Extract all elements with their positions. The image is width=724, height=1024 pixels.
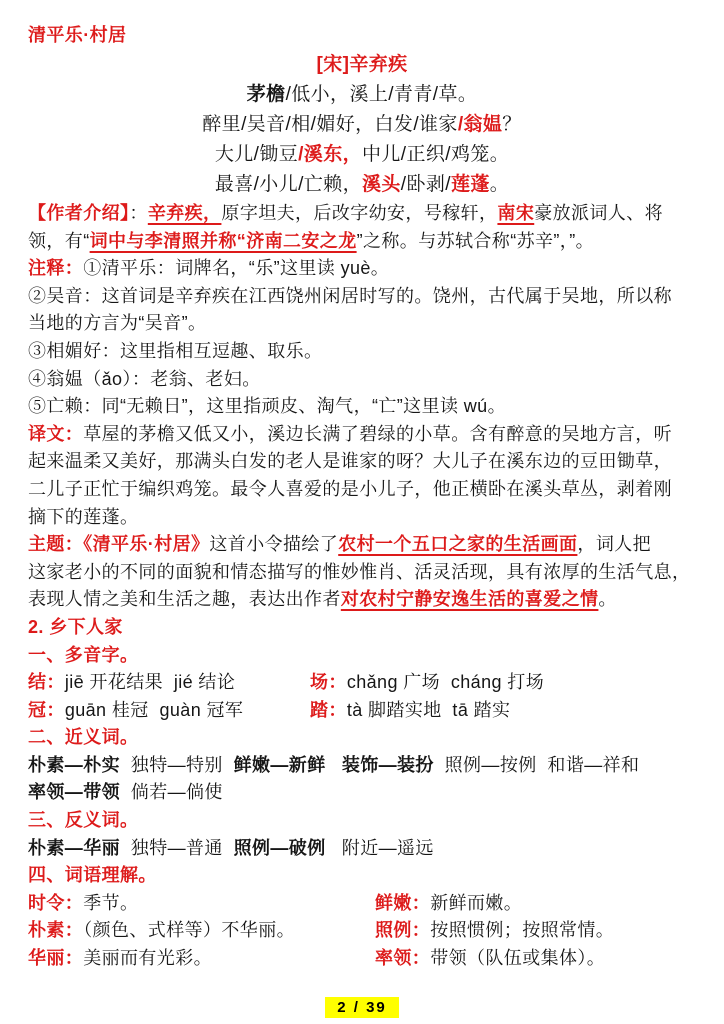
text-segment: 二儿子正忙于编织鸡笼。最令人喜爱的是小儿子，他正横卧在溪头草丛，剥着刚: [28, 478, 672, 499]
text-segment: 草屋的茅檐又低又小，溪边长满了碧绿的小草。含有醉意的吴地方言，听: [83, 423, 672, 444]
text-segment: 踏：: [310, 699, 347, 720]
text-segment: 《清平乐·村居》: [83, 534, 210, 555]
text-segment: 朴素—朴实: [28, 754, 120, 775]
text-segment: 最喜/小儿/亡赖，: [214, 174, 362, 195]
synonyms-line-2: [28, 779, 696, 807]
text-segment: 冠：: [28, 699, 65, 720]
text-segment: ？: [502, 114, 522, 135]
theme-line-3: [28, 586, 696, 614]
section-heading-words: [28, 862, 696, 890]
text-segment: ”之称。与苏轼合称“苏辛”，”。: [356, 230, 594, 251]
text-segment: 鲜嫩—新鲜: [233, 754, 326, 775]
text-segment: 莲蓬: [450, 174, 490, 195]
text-segment: 二、近义词。: [28, 727, 139, 748]
section-heading-duoyinzi: [28, 642, 696, 670]
text-segment: 这首小令描绘了: [209, 534, 339, 555]
text-segment: 起来温柔又美好，那满头白发的老人是谁家的呀？大儿子在溪东边的豆田锄草，: [28, 451, 672, 472]
text-segment: （颜色、式样等）不华丽。: [83, 920, 296, 941]
definition-row-2: [28, 917, 696, 945]
text-segment: ④翁媪（ǎo）：老翁、老妇。: [28, 368, 261, 389]
text-segment: tà 脚踏实地 tā 踏实: [346, 699, 511, 720]
text-segment: 朴素—华丽: [28, 837, 120, 858]
text-segment: 原字坦夫，后改字幼安，号稼轩，: [221, 203, 498, 223]
antonyms-line-1: [28, 835, 696, 863]
text-segment: 注释：: [28, 258, 84, 279]
definition-pusu: [28, 917, 375, 945]
text-segment: ：: [129, 203, 148, 223]
section-heading-synonyms: [28, 724, 696, 752]
definition-row-1: [28, 890, 696, 918]
text-segment: 季节。: [83, 892, 139, 913]
text-segment: 率领：: [375, 948, 431, 969]
text-segment: 按照惯例；按照常情。: [430, 920, 615, 941]
text-segment: 美丽而有光彩。: [83, 948, 213, 969]
text-segment: 词中与李清照并称“济南二安之龙: [89, 230, 357, 251]
text-segment: 清平乐·村居: [28, 25, 127, 45]
text-segment: 独特—普通: [120, 837, 234, 858]
text-segment: 豪放派词人、将: [534, 203, 664, 223]
theme-line-2: [28, 559, 696, 587]
text-segment: 附近—遥远: [325, 837, 434, 858]
note-line-1: [28, 255, 696, 283]
text-segment: 辛弃疾，: [147, 203, 222, 223]
note-line-6: [28, 393, 696, 421]
text-segment: 独特—特别: [120, 754, 234, 775]
definition-huali: [28, 945, 375, 973]
text-segment: 照例—按例 和谐—祥和: [433, 754, 640, 775]
text-segment: 倘若—倘使: [120, 782, 223, 803]
text-segment: 结：: [28, 672, 65, 693]
duoyinzi-row-1: [28, 669, 696, 697]
text-segment: chǎng 广场 cháng 打场: [346, 672, 545, 693]
page-title: [28, 20, 696, 50]
text-segment: 领，有“: [28, 230, 90, 251]
definition-xiannen: [375, 890, 522, 918]
note-line-2: [28, 283, 696, 311]
translation-line-1: [28, 421, 696, 449]
definition-shiling: [28, 890, 375, 918]
text-segment: 朴素：: [28, 920, 84, 941]
page-number-badge: 2 / 39: [325, 997, 399, 1018]
text-segment: 摘下的莲蓬。: [28, 506, 139, 527]
text-segment: 时令：: [28, 892, 84, 913]
text-segment: [宋]辛弃疾: [316, 54, 408, 75]
lesson2-heading: [28, 614, 696, 642]
text-segment: 带领（队伍或集体）。: [430, 948, 606, 969]
text-segment: ③相媚好：这里指相互逗趣、取乐。: [28, 340, 323, 361]
text-segment: 译文：: [28, 423, 84, 444]
text-segment: [326, 755, 342, 775]
text-segment: 三、反义词。: [28, 810, 139, 831]
text-segment: guān 桂冠 guàn 冠军: [64, 699, 244, 720]
poem-block: [28, 50, 696, 200]
poem-line-1: [28, 80, 696, 110]
text-segment: ①清平乐：词牌名，“乐”这里读 yuè。: [83, 258, 390, 279]
text-segment: 。: [598, 589, 617, 610]
text-segment: 农村一个五口之家的生活画面: [338, 534, 578, 555]
text-segment: 茅檐: [246, 84, 286, 105]
text-segment: 南宋: [497, 203, 535, 223]
text-segment: 照例—破例: [233, 837, 326, 858]
text-segment: 【作者介绍】: [28, 203, 130, 223]
poem-line-4: [28, 170, 696, 200]
definition-shuailing: [375, 945, 605, 973]
author-intro-line-2: [28, 228, 696, 256]
text-segment: 一、多音字。: [28, 644, 139, 665]
duoyinzi-ta: [310, 697, 510, 725]
duoyinzi-row-2: [28, 697, 696, 725]
text-segment: 醉里/吴音/相/媚好，白发/谁家: [202, 114, 458, 135]
text-segment: 四、词语理解。: [28, 865, 157, 886]
text-segment: 表现人情之美和生活之趣，表达出作者: [28, 589, 341, 610]
text-segment: 这家老小的不同的面貌和情态描写的惟妙惟肖、活灵活现，具有浓厚的生活气息，: [28, 561, 691, 582]
duoyinzi-jie: [28, 669, 310, 697]
poem-line-2: [28, 110, 696, 140]
note-line-5: [28, 366, 696, 394]
poem-author: [28, 50, 696, 80]
text-segment: 鲜嫩：: [375, 892, 431, 913]
synonyms-line-1: [28, 752, 696, 780]
note-line-3: [28, 310, 696, 338]
text-segment: jiē 开花结果 jié 结论: [64, 672, 236, 693]
text-segment: /卧剥/: [400, 174, 451, 195]
text-segment: 。: [489, 174, 510, 195]
translation-line-3: [28, 476, 696, 504]
text-segment: /低小，溪上/青青/草。: [285, 84, 478, 105]
text-segment: ，词人把: [577, 534, 652, 555]
text-segment: 场：: [310, 672, 347, 693]
duoyinzi-chang: [310, 669, 544, 697]
definition-zhaoli: [375, 917, 614, 945]
note-line-4: [28, 338, 696, 366]
text-segment: ⑤亡赖：同“无赖日”，这里指顽皮、淘气，“亡”这里读 wú。: [28, 396, 506, 417]
text-segment: 对农村宁静安逸生活的喜爱之情: [340, 589, 599, 610]
text-segment: 中儿/正织/鸡笼。: [362, 144, 510, 165]
duoyinzi-guan: [28, 697, 310, 725]
text-segment: 溪头: [361, 174, 401, 195]
text-segment: 大儿/锄豆: [214, 144, 299, 165]
theme-line-1: [28, 531, 696, 559]
text-segment: 主题：: [28, 534, 84, 555]
text-segment: 华丽：: [28, 948, 84, 969]
page-footer: [0, 996, 724, 1018]
text-segment: /翁媪: [457, 114, 503, 135]
poem-line-3: [28, 140, 696, 170]
text-segment: ②吴音：这首词是辛弃疾在江西饶州闲居时写的。饶州，古代属于吴地，所以称: [28, 285, 672, 306]
text-segment: 2. 乡下人家: [28, 616, 123, 637]
translation-line-2: [28, 448, 696, 476]
text-segment: /溪东，: [298, 144, 362, 165]
text-segment: 率领—带领: [28, 782, 120, 803]
definition-row-3: [28, 945, 696, 973]
author-intro-line-1: [28, 200, 696, 228]
text-segment: 照例：: [375, 920, 431, 941]
translation-line-4: [28, 504, 696, 532]
section-heading-antonyms: [28, 807, 696, 835]
text-segment: 新鲜而嫩。: [430, 892, 523, 913]
text-segment: 装饰—装扮: [341, 754, 434, 775]
text-segment: 当地的方言为“吴音”。: [28, 313, 207, 334]
